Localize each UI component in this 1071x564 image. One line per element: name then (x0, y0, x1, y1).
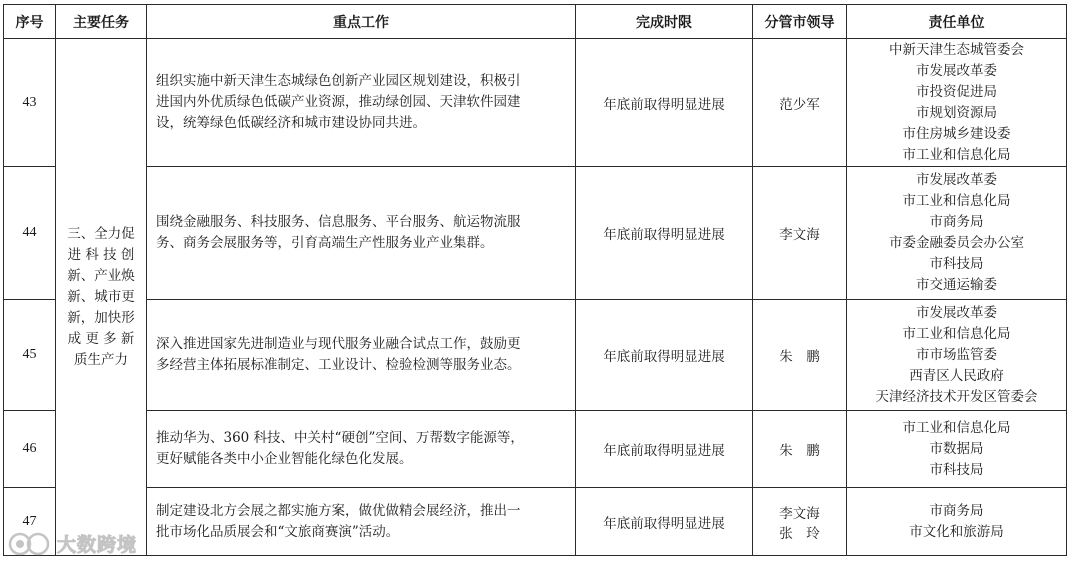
main-task-cell (56, 39, 147, 556)
deadline-cell: 年底前取得明显进展 (576, 411, 753, 488)
work-line: 批市场化品质展会和“文旅商赛演”活动。 (156, 523, 400, 540)
leader-cell (753, 300, 847, 411)
header-seq: 序号 (4, 5, 56, 39)
double-circle-logo-icon (7, 528, 53, 558)
header-task: 主要任务 (56, 5, 147, 39)
row-seq: 44 (4, 167, 56, 300)
header-units: 责任单位 (847, 5, 1067, 39)
unit-name: 市科技局 (929, 256, 984, 272)
unit-name: 市委金融委员会办公室 (889, 235, 1024, 251)
work-cell (147, 411, 576, 488)
row-seq: 45 (4, 300, 56, 411)
unit-name: 市规划资源局 (916, 104, 997, 121)
watermark (7, 526, 137, 560)
row-seq: 43 (4, 39, 56, 167)
unit-name: 市商务局 (929, 502, 984, 519)
table-row (4, 39, 1067, 167)
unit-name: 市文化和旅游局 (909, 523, 1004, 540)
header-deadline: 完成时限 (576, 5, 753, 39)
work-line: 多经营主体拓展标准制定、工业设计、检验检测等服务业态。 (156, 357, 521, 373)
main-task-line: 质生产力 (74, 351, 128, 368)
leader-cell (753, 39, 847, 167)
main-task-line: 新、城市更 (67, 288, 135, 305)
unit-name: 市交通运输委 (916, 277, 997, 293)
unit-name: 市工业和信息化局 (902, 193, 1011, 209)
units-cell (847, 167, 1067, 300)
deadline-cell: 年底前取得明显进展 (576, 300, 753, 411)
work-line: 推动华为、360 科技、中关村“硬创”空间、万帮数字能源等， (156, 430, 524, 446)
deadline-cell: 年底前取得明显进展 (576, 39, 753, 167)
main-task-line: 三、全力促 (67, 225, 135, 242)
leader-name: 李文海 (779, 227, 820, 243)
header-row (4, 5, 1067, 39)
row-seq: 46 (4, 411, 56, 488)
leader-name: 张 玲 (779, 525, 820, 542)
units-cell (847, 39, 1067, 167)
units-cell (847, 411, 1067, 488)
deadline-cell: 年底前取得明显进展 (576, 167, 753, 300)
unit-name: 市投资促进局 (916, 83, 997, 100)
table-row (4, 300, 1067, 411)
work-cell (147, 488, 576, 556)
unit-name: 市发展改革委 (916, 172, 997, 188)
header-leader: 分管市领导 (753, 5, 847, 39)
row-seq: 47 (4, 488, 56, 556)
header-work: 重点工作 (147, 5, 576, 39)
unit-name: 西青区人民政府 (909, 367, 1004, 384)
main-task-line: 成 更 多 新 (67, 330, 135, 347)
main-task-line: 新、产业焕 (67, 267, 135, 284)
leader-name: 朱 鹏 (779, 443, 820, 459)
unit-name: 市发展改革委 (916, 304, 997, 321)
unit-name: 市商务局 (929, 214, 984, 230)
tasks-table (3, 4, 1067, 556)
leader-cell (753, 488, 847, 556)
main-task-line: 进 科 技 创 (67, 246, 135, 263)
table-row (4, 167, 1067, 300)
unit-name: 市发展改革委 (916, 62, 997, 79)
unit-name: 天津经济技术开发区管委会 (875, 388, 1038, 405)
unit-name: 市住房城乡建设委 (902, 125, 1011, 142)
watermark-text: 大数跨境 (57, 533, 138, 556)
unit-name: 市工业和信息化局 (902, 146, 1011, 163)
table-row (4, 488, 1067, 556)
leader-name: 范少军 (779, 96, 820, 113)
unit-name: 市工业和信息化局 (902, 325, 1011, 342)
unit-name: 中新天津生态城管委会 (889, 41, 1024, 58)
work-cell (147, 167, 576, 300)
table-row (4, 411, 1067, 488)
deadline-cell: 年底前取得明显进展 (576, 488, 753, 556)
leader-name: 李文海 (779, 505, 820, 522)
work-cell (147, 39, 576, 167)
work-line: 围绕金融服务、科技服务、信息服务、平台服务、航运物流服 (156, 214, 521, 230)
work-line: 设，统筹绿色低碳经济和城市建设协同共进。 (156, 115, 426, 131)
main-task-line: 新，加快形 (67, 309, 135, 326)
work-line: 更好赋能各类中小企业智能化绿色化发展。 (156, 451, 413, 467)
work-line: 深入推进国家先进制造业与现代服务业融合试点工作，鼓励更 (156, 336, 521, 352)
work-line: 进国内外优质绿色低碳产业资源，推动绿创园、天津软件园建 (156, 94, 521, 110)
unit-name: 市数据局 (929, 440, 984, 457)
leader-cell (753, 411, 847, 488)
work-line: 务、商务会展服务等，引育高端生产性服务业产业集群。 (156, 235, 494, 251)
work-line: 制定建设北方会展之都实施方案，做优做精会展经济，推出一 (156, 502, 521, 519)
unit-name: 市市场监管委 (916, 346, 997, 363)
leader-cell (753, 167, 847, 300)
units-cell (847, 488, 1067, 556)
unit-name: 市工业和信息化局 (902, 419, 1011, 436)
work-line: 组织实施中新天津生态城绿色创新产业园区规划建设，积极引 (156, 73, 521, 89)
units-cell (847, 300, 1067, 411)
work-cell (147, 300, 576, 411)
leader-name: 朱 鹏 (779, 349, 820, 365)
unit-name: 市科技局 (929, 461, 984, 478)
